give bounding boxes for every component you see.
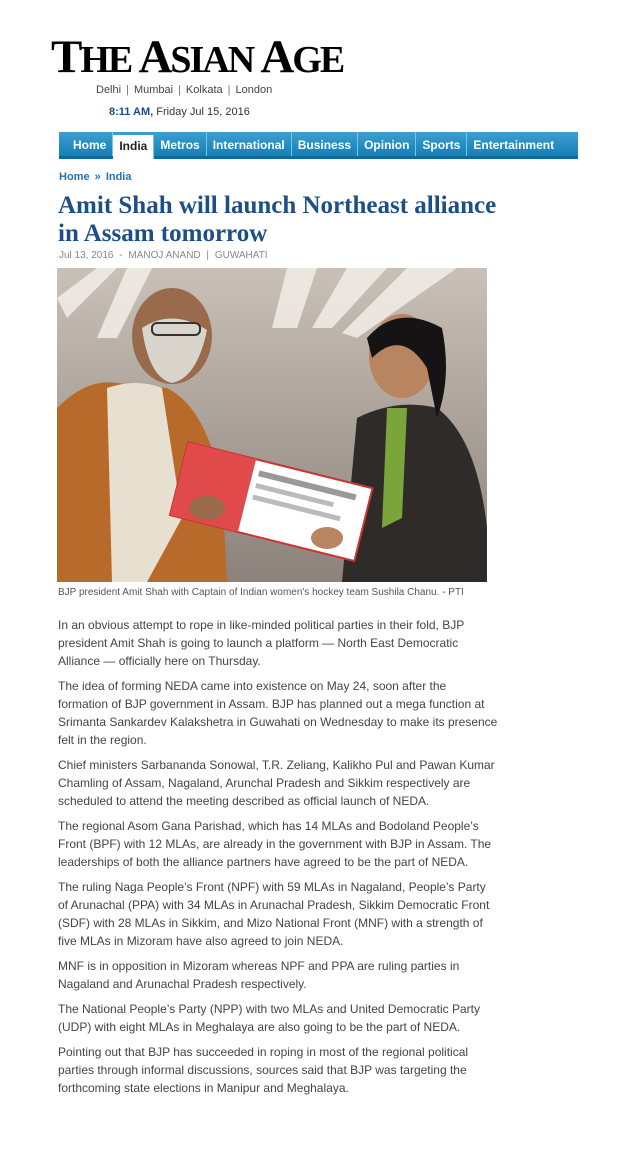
current-date: Friday Jul 15, 2016	[156, 106, 250, 118]
city-london[interactable]: London	[235, 84, 273, 96]
article-paragraph: The regional Asom Gana Parishad, which has 14 MLAs and Bodoland People’s Front (BPF) with 12 MLAs, are already in the government with BJP in Assam. The leaderships of both the alliance partners have agreed to be the part of NEDA.	[58, 819, 492, 869]
nav-home[interactable]: Home	[59, 132, 113, 156]
article-paragraph: Chief ministers Sarbananda Sonowal, T.R. Zeliang, Kalikho Pul and Pawan Kumar Chamling of Assam, Nagaland, Arunchal Pradesh and Sikkim respectively are scheduled to attend the meeting described as official launch of NEDA.	[58, 758, 495, 808]
nav-international[interactable]: International	[207, 132, 292, 156]
article-paragraph: The idea of forming NEDA came into existence on May 24, soon after the formation of BJP government in Assam. BJP has planned out a mega function at Srimanta Sankardev Kalakshetra in Guwahati on Wednesday to make its presence felt in the region.	[58, 679, 498, 747]
article-paragraph: The National People’s Party (NPP) with two MLAs and United Democratic Party (UDP) with eight MLAs in Meghalaya are also going to be the part of NEDA.	[58, 1002, 480, 1034]
article-paragraph: Pointing out that BJP has succeeded in roping in most of the regional political parties through informal discussions, sources said that BJP was targeting the forthcoming state elections in Manipur and Meghalaya.	[58, 1045, 469, 1095]
nav-india[interactable]: India	[113, 135, 154, 159]
breadcrumb-separator: »	[94, 171, 101, 183]
breadcrumb-home[interactable]: Home	[59, 171, 90, 183]
main-nav	[59, 132, 578, 159]
article-paragraph: In an obvious attempt to rope in like-minded political parties in their fold, BJP president Amit Shah is going to launch a platform — North East Democratic Alliance — officially here on Thursday.	[58, 618, 464, 668]
article-body	[58, 616, 498, 1104]
edition-cities: Delhi | Mumbai | Kolkata | London	[96, 84, 273, 96]
nav-metros[interactable]: Metros	[154, 132, 206, 156]
city-mumbai[interactable]: Mumbai	[133, 84, 174, 96]
nav-opinion[interactable]: Opinion	[358, 132, 416, 156]
city-delhi[interactable]: Delhi	[96, 84, 122, 96]
breadcrumb-india[interactable]: India	[105, 171, 132, 183]
breadcrumb	[59, 171, 131, 183]
nav-entertainment[interactable]: Entertainment	[473, 138, 555, 152]
article-photo	[57, 268, 487, 582]
city-kolkata[interactable]: Kolkata	[185, 84, 223, 96]
current-datetime	[109, 106, 250, 118]
article-author[interactable]: MANOJ ANAND	[128, 250, 201, 261]
article-location: GUWAHATI	[214, 250, 268, 261]
masthead	[51, 32, 351, 85]
article-byline: Jul 13, 2016 - MANOJ ANAND | GUWAHATI	[59, 250, 268, 261]
article-paragraph: The ruling Naga People’s Front (NPF) with 59 MLAs in Nagaland, People’s Party of Arunachal (PPA) with 34 MLAs in Arunachal Pradesh, Sikkim Democratic Front (SDF) with 28 MLAs in Sikkim, and Mizo National Front (MNF) with a strength of five MLAs in Mizoram have also agreed to join NEDA.	[58, 880, 490, 948]
nav-sports[interactable]: Sports	[416, 132, 467, 156]
photo-caption: BJP president Amit Shah with Captain of Indian women's hockey team Sushila Chanu. - PTI	[58, 587, 464, 598]
nav-business[interactable]: Business	[292, 132, 358, 156]
article-paragraph: MNF is in opposition in Mizoram whereas NPF and PPA are ruling parties in Nagaland and Arunachal Pradesh respectively.	[58, 959, 460, 991]
article-date: Jul 13, 2016	[59, 250, 114, 261]
photo-illustration	[57, 268, 487, 582]
article-headline: Amit Shah will launch Northeast alliance in Assam tomorrow	[58, 192, 497, 247]
site-logo[interactable]: THE ASIAN AGE	[51, 31, 344, 83]
current-time: 8:11 AM,	[109, 106, 154, 118]
